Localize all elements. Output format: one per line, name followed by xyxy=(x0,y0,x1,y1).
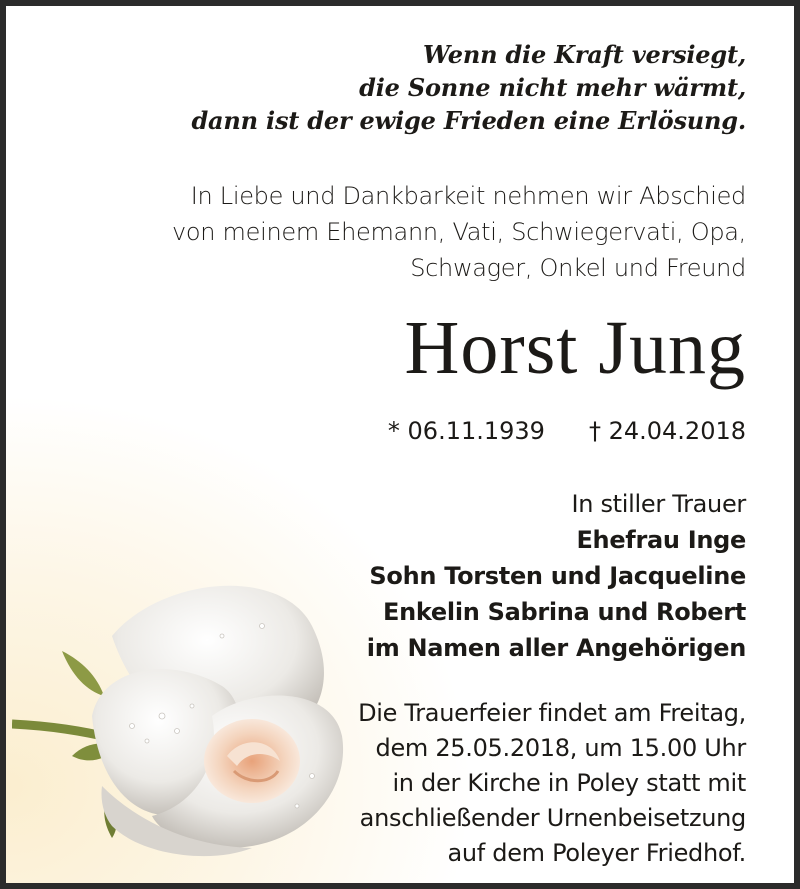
death-date: † 24.04.2018 xyxy=(588,417,746,445)
white-rose-image xyxy=(12,566,352,866)
intro-line: In Liebe und Dankbarkeit nehmen wir Abschied xyxy=(190,182,746,210)
service-line: anschließender Urnenbeisetzung xyxy=(359,804,746,832)
mourners-intro: In stiller Trauer xyxy=(571,490,746,518)
birth-date: * 06.11.1939 xyxy=(387,417,545,445)
mourner-line: im Namen aller Angehörigen xyxy=(366,634,746,662)
deceased-name: Horst Jung xyxy=(404,306,746,390)
rose-leaf xyxy=(62,651,104,696)
poem-line: dann ist der ewige Frieden eine Erlösung. xyxy=(191,106,746,135)
poem-line: die Sonne nicht mehr wärmt, xyxy=(359,73,746,102)
mourner-line: Sohn Torsten und Jacqueline xyxy=(369,562,746,590)
service-line: in der Kirche in Poley statt mit xyxy=(392,769,746,797)
intro-line: Schwager, Onkel und Freund xyxy=(410,254,746,282)
poem xyxy=(106,38,746,137)
mourner-line: Ehefrau Inge xyxy=(576,526,746,554)
poem-line: Wenn die Kraft versiegt, xyxy=(422,40,746,69)
life-dates xyxy=(86,414,746,448)
service-line: dem 25.05.2018, um 15.00 Uhr xyxy=(375,734,746,762)
intro-line: von meinem Ehemann, Vati, Schwiegervati, Opa, xyxy=(172,218,746,246)
mourner-line: Enkelin Sabrina und Robert xyxy=(383,598,746,626)
service-line: auf dem Poleyer Friedhof. xyxy=(447,839,746,867)
rose-center xyxy=(204,719,300,803)
farewell-intro xyxy=(86,178,746,286)
service-line: Die Trauerfeier findet am Freitag, xyxy=(358,699,746,727)
